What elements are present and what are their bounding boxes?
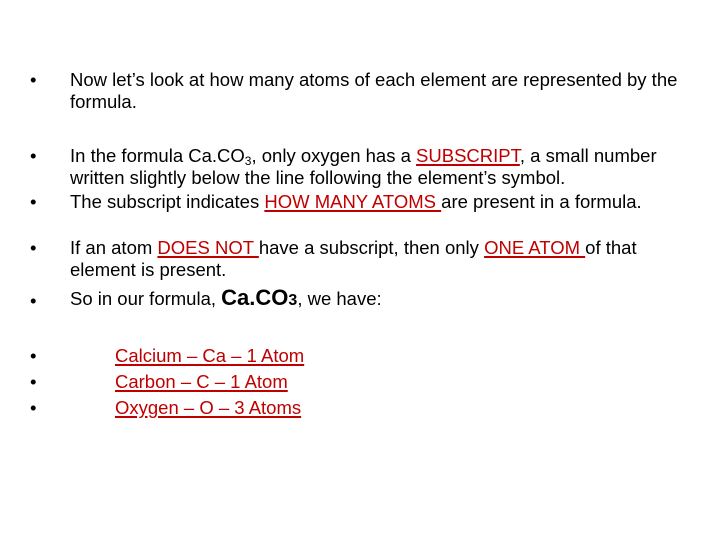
- text-segment: of that element is present.: [70, 237, 637, 280]
- bullet-glyph: •: [30, 237, 37, 258]
- atom-calcium: Calcium – Ca – 1 Atom: [115, 345, 305, 366]
- bullet-glyph: •: [30, 69, 37, 90]
- formula-large: Ca.CO: [221, 285, 289, 310]
- bullet-glyph: •: [30, 397, 37, 418]
- formula-text: [70, 287, 690, 312]
- text-segment: are present in a formula.: [441, 191, 642, 212]
- text-segment: The subscript indicates: [70, 191, 265, 212]
- bullet-glyph: •: [30, 191, 37, 212]
- highlight-how-many-atoms: HOW MANY ATOMS: [264, 191, 442, 212]
- text-segment: In the formula Ca.CO: [70, 145, 245, 166]
- text-segment: So in our formula,: [70, 288, 222, 309]
- atom-oxygen: Oxygen – O – 3 Atoms: [115, 397, 302, 418]
- no-subscript-text: [70, 237, 690, 281]
- bullet-glyph: •: [30, 345, 37, 366]
- highlight-does-not: DOES NOT: [157, 237, 259, 258]
- text-segment: have a subscript, then only: [258, 237, 485, 258]
- highlight-subscript: SUBSCRIPT: [416, 145, 520, 166]
- text-segment: If an atom: [70, 237, 158, 258]
- text-segment: , only oxygen has a: [251, 145, 417, 166]
- formula-large-subscript: 3: [288, 292, 298, 309]
- text-segment: , a small number written slightly below the line following the element’s symbol.: [70, 145, 657, 188]
- highlight-one-atom: ONE ATOM: [484, 237, 586, 258]
- bullet-glyph: •: [30, 371, 37, 392]
- text-segment: , we have:: [297, 288, 382, 309]
- atom-carbon: Carbon – C – 1 Atom: [115, 371, 288, 392]
- subscript-definition-text: [70, 145, 690, 189]
- formula-subscript: 3: [244, 154, 252, 168]
- subscript-meaning-text: [70, 191, 690, 213]
- intro-text: Now let’s look at how many atoms of each element are represented by the formula.: [70, 69, 678, 112]
- bullet-glyph: •: [30, 290, 37, 311]
- bullet-glyph: •: [30, 145, 37, 166]
